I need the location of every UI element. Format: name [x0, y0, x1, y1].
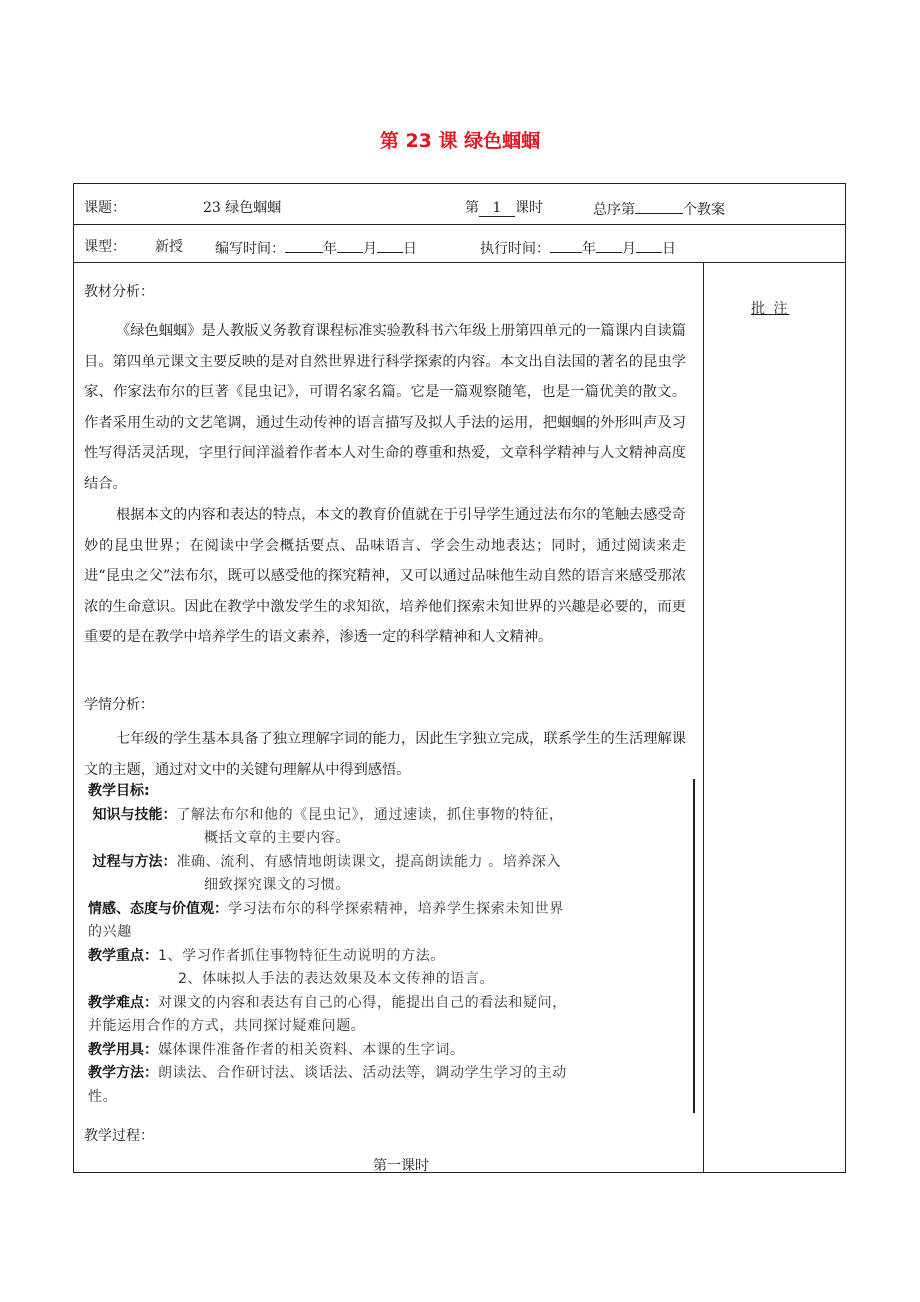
process-label: 过程与方法：: [92, 853, 177, 870]
emotion-text-2: 的兴趣: [88, 924, 132, 940]
teaching-goals-block: [88, 780, 696, 1109]
difficulty-label: 教学难点：: [88, 994, 158, 1011]
method-text-2: 性。: [88, 1088, 118, 1105]
exec-time-label: 执行时间：: [480, 241, 550, 257]
material-heading: 教材分析：: [84, 284, 154, 300]
type-value: 新授: [155, 239, 183, 255]
type-label: 课型：: [84, 239, 126, 255]
material-paragraph-1: 《绿色蝈蝈》是人教版义务教育课程标准实验教科书六年级上册第四单元的一篇课内自读篇目。第四单元课文主要反映的是对自然世界进行科学探索的内容。本文出自法国的著名的昆虫学家、作家法布尔的巨著《昆虫记》，可谓名家名篇。它是一篇观察随笔，也是一篇优美的散文。作者采用生动的文艺笔调，通过生动传神的语言描写及拟人手法的运用，把蝈蝈的外形叫声及习性写得活灵活现，字里行间洋溢着作者本人对生命的尊重和热爱，文章科学精神与人文精神高度结合。: [84, 323, 686, 492]
topic-label: 课题：: [84, 200, 126, 216]
key-points-label: 教学重点：: [88, 947, 158, 964]
header-row-type: [74, 224, 845, 263]
material-paragraph-2: 根据本文的内容和表达的特点，本文的教育价值就在于引导学生通过法布尔的笔触去感受奇妙的昆虫世界；在阅读中学会概括要点、品味语言、学会生动地表达；同时，通过阅读来走进“昆虫之父”法布尔，既可以感受他的探究精神，又可以通过品味他生动自然的语言来感受那浓浓的生命意识。因此在教学中激发学生的求知欲，培养他们探索未知世界的兴趣是必要的，而更重要的是在教学中培养学生的语文素养，渗透一定的科学精神和人文精神。: [84, 507, 686, 645]
column-divider: [703, 262, 704, 1173]
tools-label: 教学用具：: [88, 1041, 158, 1058]
page-title: 第 23 课 绿色蝈蝈: [379, 130, 541, 152]
difficulty-text-2: 并能运用合作的方式，共同探讨疑难问题。: [88, 1018, 366, 1034]
order-suffix: 个教案: [683, 202, 725, 218]
exec-time: 执行时间： 年 月 日: [480, 236, 676, 258]
process-heading: 教学过程：: [84, 1128, 154, 1144]
goals-right-border: [693, 779, 695, 1113]
lesson-plan-table: [73, 183, 846, 1173]
tools-text: 媒体课件准备作者的相关资料、本课的生字词。: [158, 1041, 465, 1058]
lesson-number: 1: [479, 200, 515, 217]
header-row-topic: [74, 184, 845, 225]
lesson-prefix: 第: [465, 200, 479, 216]
side-note: 批 注: [751, 301, 790, 317]
process-text: 准确、流利、有感情地朗读课文，提高朗读能力 。培养深入: [176, 853, 562, 870]
order-prefix: 总序第: [593, 202, 635, 218]
first-lesson-label: 第一课时: [373, 1158, 429, 1174]
knowledge-text-2: 概括文章的主要内容。: [204, 830, 350, 846]
write-time: 编写时间： 年 月 日: [215, 236, 417, 258]
student-heading: 学情分析：: [84, 697, 154, 713]
process-text-2: 细致探究课文的习惯。: [204, 877, 350, 893]
topic-value: 23 绿色蝈蝈: [203, 200, 282, 216]
method-text: 朗读法、合作研讨法、谈话法、活动法等，调动学生学习的主动: [158, 1065, 567, 1081]
key-point-1: 1、学习作者抓住事物特征生动说明的方法。: [158, 947, 445, 964]
order-number: [635, 197, 683, 214]
write-time-label: 编写时间：: [215, 241, 285, 257]
lesson-suffix: 课时: [515, 200, 543, 216]
emotion-text: 学习法布尔的科学探索精神，培养学生探索未知世界: [228, 900, 564, 917]
method-label: 教学方法：: [88, 1065, 158, 1081]
lesson-count: [465, 197, 543, 217]
goals-heading: 教学目标:: [88, 783, 150, 799]
difficulty-text: 对课文的内容和表达有自己的心得，能提出自己的看法和疑问，: [158, 994, 567, 1011]
order-count: [593, 197, 725, 219]
knowledge-label: 知识与技能：: [92, 806, 177, 823]
student-paragraph: 七年级的学生基本具备了独立理解字词的能力，因此生字独立完成，联系学生的生活理解课文的主题，通过对文中的关键句理解从中得到感悟。: [84, 731, 686, 778]
key-point-2: 2、体味拟人手法的表达效果及本文传神的语言。: [178, 971, 495, 987]
knowledge-text: 了解法布尔和他的《昆虫记》，通过速读，抓住事物的特征，: [176, 806, 564, 823]
emotion-label: 情感、态度与价值观：: [88, 900, 228, 917]
